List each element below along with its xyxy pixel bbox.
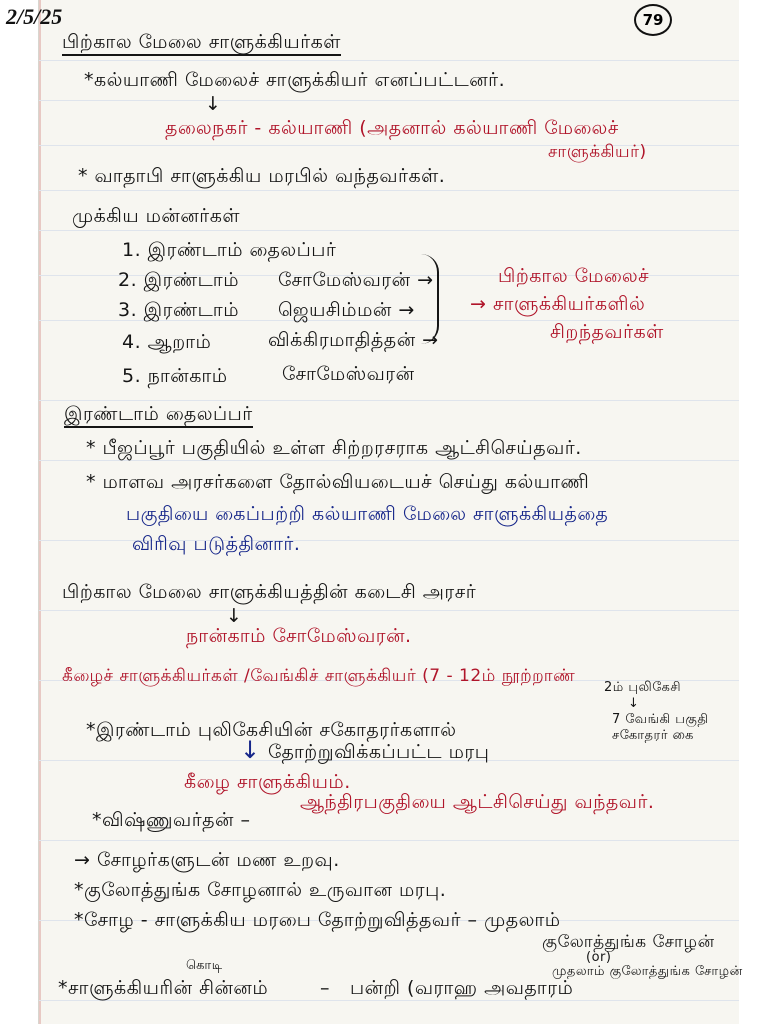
kulothunga-bullet: *குலோத்துங்க சோழனால் உருவான மரபு. — [74, 879, 447, 901]
ruled-line — [39, 100, 739, 101]
kings-heading: முக்கிய மன்னர்கள் — [72, 205, 241, 227]
king-item-4: 4. ஆறாம் — [122, 331, 212, 353]
ruled-line — [39, 1000, 739, 1001]
side-note-2: 7 வேங்கி பகுதி — [612, 712, 709, 727]
emblem-value: பன்றி (வராஹ அவதாரம் — [350, 977, 574, 999]
vishnuvardhana-name: *விஷ்ணுவர்தன் – — [92, 809, 251, 831]
section-heading-eastern-chalukyas: கீழைச் சாளுக்கியர்கள் /வேங்கிச் சாளுக்கியர் (7 - 12ம் நூற்றாண் — [62, 666, 576, 686]
down-arrow: ↓ — [205, 93, 222, 115]
ruled-line — [39, 190, 739, 191]
founded-arrow: ↓ — [240, 736, 261, 764]
side-note-1: 2ம் புலிகேசி — [604, 680, 682, 695]
tailapa-bullet-2c: விரிவு படுத்தினார். — [132, 533, 301, 555]
emblem-label: *சாளுக்கியரின் சின்னம் — [58, 977, 269, 999]
bracket-note-line2: → சாளுக்கியர்களில் — [470, 293, 646, 315]
founded-line: தோற்றுவிக்கப்பட்ட மரபு — [268, 741, 490, 763]
ruled-line — [39, 840, 739, 841]
kings-bracket — [421, 254, 439, 344]
dynasty-name: கீழை சாளுக்கியம். — [184, 771, 351, 793]
king-item-3-name: ஜெயசிம்மன் → — [278, 299, 415, 321]
kalyani-bullet: *கல்யாணி மேலைச் சாளுக்கியர் எனப்பட்டனர். — [84, 69, 506, 91]
capital-line: தலைநகர் - கல்யாணி (அதனால் கல்யாணி மேலைச் — [165, 117, 619, 139]
section-heading-tailapa: இரண்டாம் தைலப்பர் — [64, 402, 253, 428]
tailapa-bullet-1: * பீஜப்பூர் பகுதியில் உள்ள சிற்றரசராக ஆட்சிசெய்தவர். — [86, 437, 582, 459]
flag-note: கொடி — [186, 958, 223, 973]
vatapi-bullet: * வாதாபி சாளுக்கிய மரபில் வந்தவர்கள். — [78, 165, 446, 187]
king-item-1: 1. இரண்டாம் தைலப்பர் — [122, 239, 337, 261]
margin-line — [39, 0, 41, 1024]
king-item-5: 5. நான்காம் — [122, 365, 228, 387]
chola-chalukya-founder: குலோத்துங்க சோழன் — [542, 932, 715, 952]
bracket-note-line1: பிற்கால மேலைச் — [498, 265, 650, 287]
king-item-3: 3. இரண்டாம் — [118, 299, 239, 321]
last-king-name: நான்காம் சோமேஸ்வரன். — [186, 625, 412, 647]
ruled-line — [39, 610, 739, 611]
or-note: (or) — [586, 950, 612, 965]
last-king-line: பிற்கால மேலை சாளுக்கியத்தின் கடைசி அரசர் — [62, 581, 477, 603]
capital-line-cont: சாளுக்கியர்) — [548, 142, 647, 162]
side-note-3: சகோதரர் கை — [612, 728, 694, 743]
king-item-2: 2. இரண்டாம் — [118, 269, 239, 291]
alt-founder-note: முதலாம் குலோத்துங்க சோழன் — [552, 964, 743, 979]
marriage-ties: → சோழர்களுடன் மண உறவு. — [74, 849, 340, 871]
ruled-line — [39, 460, 739, 461]
pulakeshi-bullet: *இரண்டாம் புலிகேசியின் சகோதரர்களால் — [86, 719, 457, 741]
king-item-2-name: சோமேஸ்வரன் → — [278, 269, 434, 291]
king-item-5-name: சோமேஸ்வரன் — [282, 363, 415, 385]
chola-chalukya-bullet: *சோழ - சாளுக்கிய மரபை தோற்றுவித்தவர் – முதலாம் — [74, 909, 561, 931]
ruled-line — [39, 400, 739, 401]
section-heading-later-western-chalukyas: பிற்கால மேலை சாளுக்கியர்கள் — [62, 30, 341, 56]
side-note-arrow: ↓ — [628, 696, 640, 711]
last-king-arrow: ↓ — [226, 605, 243, 627]
page-number: 79 — [634, 4, 672, 36]
tailapa-bullet-2b: பகுதியை கைப்பற்றி கல்யாணி மேலை சாளுக்கியத்தை — [126, 503, 609, 525]
emblem-dash: – — [320, 977, 330, 999]
vishnuvardhana-rest: ஆந்திரபகுதியை ஆட்சிசெய்து வந்தவர். — [300, 791, 655, 813]
date: 2/5/25 — [6, 4, 63, 29]
tailapa-bullet-2a: * மாளவ அரசர்களை தோல்வியடையச் செய்து கல்யாணி — [86, 471, 590, 493]
ruled-line — [39, 60, 739, 61]
king-item-4-name: விக்கிரமாதித்தன் → — [268, 329, 439, 351]
bracket-note-line3: சிறந்தவர்கள் — [550, 321, 664, 343]
ruled-line — [39, 230, 739, 231]
